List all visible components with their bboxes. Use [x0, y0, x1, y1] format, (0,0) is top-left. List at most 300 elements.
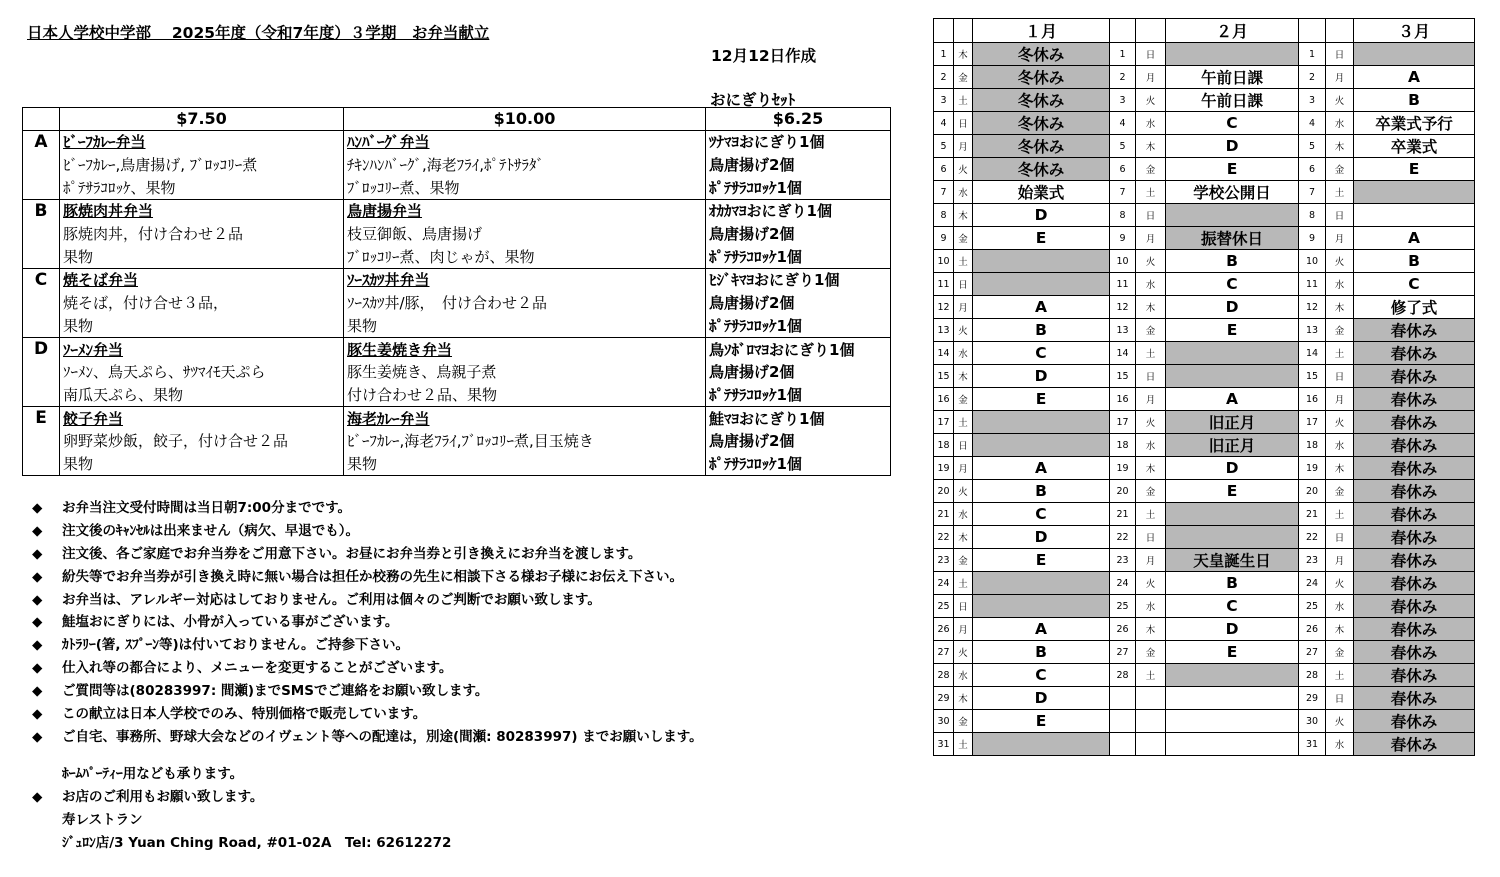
menu-item-name: 鮭ﾏﾖおにぎり1個	[706, 407, 891, 430]
day-number: 11	[1299, 273, 1326, 296]
note-text: ご自宅、事務所、野球大会などのイヴェント等への配達は，別途(間瀬: 80283997) までお願いします。	[62, 728, 703, 745]
day-number: 20	[934, 480, 954, 503]
day-event: 春休み	[1354, 618, 1475, 641]
menu-item-detail: ﾎﾟﾃｻﾗｺﾛｯｹ1個	[706, 245, 891, 268]
menu-row	[23, 338, 891, 361]
day-number: 24	[1299, 572, 1326, 595]
menu-item-detail: ﾌﾞﾛｯｺﾘｰ煮、肉じゃが、果物	[344, 245, 706, 268]
weekday: 土	[1136, 503, 1166, 526]
menu-item-detail: 枝豆御飯、鳥唐揚げ	[344, 223, 706, 246]
day-event: 春休み	[1354, 710, 1475, 733]
calendar-row	[934, 273, 1475, 296]
day-event: 春休み	[1354, 503, 1475, 526]
menu-item-detail: 付け合わせ２品、果物	[344, 384, 706, 407]
weekday: 火	[1326, 89, 1354, 112]
day-event: E	[1166, 319, 1299, 342]
note-text: お弁当は、アレルギー対応はしておりません。ご利用は個々のご判断でお願い致します。	[62, 591, 601, 608]
weekday: 木	[954, 687, 973, 710]
blank-cell	[1326, 19, 1354, 43]
day-number: 4	[1299, 112, 1326, 135]
menu-letter: A	[23, 131, 60, 200]
menu-item-name: ｵｶｶﾏﾖおにぎり1個	[706, 200, 891, 223]
day-event: C	[973, 503, 1110, 526]
calendar-row	[934, 480, 1475, 503]
day-number: 21	[1110, 503, 1136, 526]
menu-item-detail: 果物	[344, 315, 706, 338]
note-item	[32, 520, 703, 543]
menu-item-detail: ﾎﾟﾃｻﾗｺﾛｯｹ1個	[706, 315, 891, 338]
weekday: 日	[954, 434, 973, 457]
day-number: 18	[934, 434, 954, 457]
menu-item-detail: 鳥唐揚げ2個	[706, 430, 891, 453]
day-event: B	[1354, 250, 1475, 273]
day-number: 21	[934, 503, 954, 526]
menu-letter: E	[23, 407, 60, 476]
menu-item-detail: 豚生姜焼き、鳥親子煮	[344, 361, 706, 384]
weekday: 金	[1136, 319, 1166, 342]
day-event: A	[973, 296, 1110, 319]
day-number: 8	[934, 204, 954, 227]
day-number: 9	[1299, 227, 1326, 250]
menu-item-name: 豚生姜焼き弁当	[344, 338, 706, 361]
day-number: 9	[934, 227, 954, 250]
home-party-note: ﾎｰﾑﾊﾟｰﾃｨｰ用なども承ります。	[62, 766, 244, 782]
day-number: 25	[934, 595, 954, 618]
weekday: 月	[1136, 388, 1166, 411]
menu-item-detail: ﾋﾞｰﾌｶﾚｰ,鳥唐揚げ, ﾌﾞﾛｯｺﾘｰ煮	[60, 154, 344, 177]
day-number: 23	[1110, 549, 1136, 572]
day-event: D	[1166, 296, 1299, 319]
weekday: 木	[954, 204, 973, 227]
day-number: 23	[934, 549, 954, 572]
store-use-note	[32, 785, 263, 805]
day-event: 学校公開日	[1166, 181, 1299, 204]
menu-row	[23, 361, 891, 384]
day-number: 19	[934, 457, 954, 480]
weekday: 水	[1326, 273, 1354, 296]
day-event: B	[973, 480, 1110, 503]
day-number: 14	[1299, 342, 1326, 365]
blank-cell	[1110, 19, 1136, 43]
calendar-row	[934, 687, 1475, 710]
store-use-text: お店のご利用もお願い致します。	[62, 789, 264, 805]
weekday: 月	[954, 296, 973, 319]
day-event: E	[1166, 641, 1299, 664]
menu-row	[23, 176, 891, 199]
note-text: 注文後のｷｬﾝｾﾙは出来ません（病欠、早退でも）。	[62, 522, 359, 539]
day-event: D	[1166, 618, 1299, 641]
day-event	[1166, 204, 1299, 227]
day-number: 10	[1110, 250, 1136, 273]
day-event	[973, 434, 1110, 457]
note-text: 紛失等でお弁当券が引き換え時に無い場合は担任か校務の先生に相談下さる様お子様にお伝え下さい。	[62, 568, 683, 585]
day-event: E	[973, 549, 1110, 572]
calendar-row	[934, 112, 1475, 135]
day-event: E	[1354, 158, 1475, 181]
day-event: E	[973, 227, 1110, 250]
day-event: 春休み	[1354, 319, 1475, 342]
weekday: 木	[1136, 135, 1166, 158]
menu-item-name: 豚焼肉丼弁当	[60, 200, 344, 223]
day-number: 16	[1299, 388, 1326, 411]
day-event: D	[1166, 135, 1299, 158]
day-number: 1	[1110, 43, 1136, 66]
calendar-row	[934, 296, 1475, 319]
day-event: B	[1166, 250, 1299, 273]
day-event: A	[1354, 227, 1475, 250]
day-number: 6	[1110, 158, 1136, 181]
menu-item-name: 餃子弁当	[60, 407, 344, 430]
day-number: 15	[934, 365, 954, 388]
calendar-row	[934, 411, 1475, 434]
weekday: 火	[1136, 250, 1166, 273]
note-item	[32, 634, 703, 657]
day-event: 冬休み	[973, 66, 1110, 89]
weekday: 水	[1136, 273, 1166, 296]
day-number: 25	[1110, 595, 1136, 618]
weekday: 火	[954, 641, 973, 664]
note-item	[32, 611, 703, 634]
day-number: 2	[934, 66, 954, 89]
menu-item-detail: 豚焼肉丼，付け合わせ２品	[60, 223, 344, 246]
bullet-icon: ◆	[32, 683, 43, 700]
weekday: 金	[1326, 641, 1354, 664]
weekday	[1136, 687, 1166, 710]
day-number: 14	[934, 342, 954, 365]
weekday: 木	[1326, 618, 1354, 641]
menu-row	[23, 292, 891, 315]
weekday: 火	[954, 480, 973, 503]
day-event: C	[1166, 273, 1299, 296]
weekday: 土	[1136, 342, 1166, 365]
menu-letter: C	[23, 269, 60, 338]
weekday: 水	[1136, 112, 1166, 135]
day-event	[1354, 181, 1475, 204]
weekday: 水	[1136, 595, 1166, 618]
day-number: 7	[934, 181, 954, 204]
day-number: 29	[1299, 687, 1326, 710]
bullet-icon: ◆	[32, 637, 43, 654]
bullet-icon: ◆	[32, 614, 43, 631]
weekday: 水	[1326, 595, 1354, 618]
note-text: ご質問等は(80283997: 間瀬)までSMSでご連絡をお願い致します。	[62, 683, 489, 700]
calendar-row	[934, 342, 1475, 365]
price-header-row	[23, 108, 891, 131]
day-number: 18	[1110, 434, 1136, 457]
weekday: 月	[1136, 549, 1166, 572]
day-event: 冬休み	[973, 135, 1110, 158]
menu-item-detail: 南瓜天ぷら、果物	[60, 384, 344, 407]
weekday: 土	[954, 411, 973, 434]
day-event: 春休み	[1354, 641, 1475, 664]
note-text: 注文後、各ご家庭でお弁当券をご用意下さい。お昼にお弁当券と引き換えにお弁当を渡します。	[62, 545, 642, 562]
day-number: 2	[1110, 66, 1136, 89]
day-number: 27	[1299, 641, 1326, 664]
day-event: 冬休み	[973, 43, 1110, 66]
day-event: 春休み	[1354, 365, 1475, 388]
day-number	[1110, 733, 1136, 756]
day-event: E	[973, 710, 1110, 733]
day-event: 春休み	[1354, 434, 1475, 457]
menu-row	[23, 384, 891, 407]
day-event: E	[1166, 480, 1299, 503]
day-event: 春休み	[1354, 572, 1475, 595]
weekday: 金	[1136, 641, 1166, 664]
weekday: 木	[1136, 618, 1166, 641]
menu-item-detail: ﾎﾟﾃｻﾗｺﾛｯｹ、果物	[60, 176, 344, 199]
calendar-row	[934, 664, 1475, 687]
menu-item-name: ﾊﾝﾊﾞｰｸﾞ弁当	[344, 131, 706, 154]
menu-item-detail: ﾎﾟﾃｻﾗｺﾛｯｹ1個	[706, 176, 891, 199]
weekday: 土	[954, 89, 973, 112]
day-number: 4	[934, 112, 954, 135]
menu-item-detail: ﾁｷﾝﾊﾝﾊﾞｰｸﾞ,海老ﾌﾗｲ,ﾎﾟﾃﾄｻﾗﾀﾞ	[344, 154, 706, 177]
day-event: C	[973, 664, 1110, 687]
day-number: 12	[1299, 296, 1326, 319]
weekday: 金	[954, 549, 973, 572]
calendar-row	[934, 503, 1475, 526]
day-event: 春休み	[1354, 480, 1475, 503]
day-event	[973, 250, 1110, 273]
weekday: 日	[1326, 204, 1354, 227]
weekday: 火	[954, 158, 973, 181]
note-text: 仕入れ等の都合により、メニューを変更することがございます。	[62, 660, 453, 677]
day-event: 春休み	[1354, 595, 1475, 618]
day-number: 23	[1299, 549, 1326, 572]
day-number: 16	[1110, 388, 1136, 411]
day-number: 20	[1299, 480, 1326, 503]
note-item	[32, 657, 703, 680]
menu-row	[23, 223, 891, 246]
day-number: 19	[1110, 457, 1136, 480]
menu-item-detail: 果物	[60, 453, 344, 476]
page-title: 日本人学校中学部 2025年度（令和7年度）３学期 お弁当献立	[27, 24, 490, 42]
day-number: 3	[1299, 89, 1326, 112]
note-text: ｶﾄﾗﾘｰ(箸, ｽﾌﾟｰﾝ等)は付いておりません。ご持参下さい。	[62, 637, 409, 654]
restaurant-name: 寿レストラン	[62, 812, 143, 828]
note-item	[32, 589, 703, 612]
calendar-row	[934, 66, 1475, 89]
weekday: 木	[1326, 457, 1354, 480]
menu-letter: D	[23, 338, 60, 407]
day-event: 冬休み	[973, 158, 1110, 181]
weekday: 水	[954, 503, 973, 526]
calendar-row	[934, 618, 1475, 641]
weekday: 日	[1326, 526, 1354, 549]
bullet-icon: ◆	[32, 660, 43, 677]
menu-row	[23, 200, 891, 223]
note-item	[32, 680, 703, 703]
day-number: 20	[1110, 480, 1136, 503]
day-event	[973, 572, 1110, 595]
price-header: $6.25	[706, 108, 891, 131]
day-event	[1166, 687, 1299, 710]
day-event	[1354, 43, 1475, 66]
menu-item-detail: 卵野菜炒飯，餃子，付け合せ２品	[60, 430, 344, 453]
weekday: 木	[954, 43, 973, 66]
calendar-row	[934, 227, 1475, 250]
day-number	[1110, 710, 1136, 733]
calendar-row	[934, 250, 1475, 273]
day-event: E	[973, 388, 1110, 411]
weekday: 水	[1136, 434, 1166, 457]
day-number: 21	[1299, 503, 1326, 526]
day-event: 春休み	[1354, 388, 1475, 411]
weekday: 土	[1326, 342, 1354, 365]
day-event: 冬休み	[973, 112, 1110, 135]
day-event	[973, 273, 1110, 296]
day-number: 3	[934, 89, 954, 112]
weekday: 火	[1136, 572, 1166, 595]
day-number: 12	[934, 296, 954, 319]
weekday: 日	[1326, 43, 1354, 66]
weekday: 火	[1136, 89, 1166, 112]
weekday: 月	[954, 618, 973, 641]
note-text: 鮭塩おにぎりには、小骨が入っている事がございます。	[62, 614, 399, 631]
weekday: 土	[1326, 181, 1354, 204]
weekday: 金	[954, 388, 973, 411]
day-event: C	[1354, 273, 1475, 296]
calendar-row	[934, 204, 1475, 227]
day-event	[1166, 733, 1299, 756]
calendar-row	[934, 89, 1475, 112]
day-event	[1354, 204, 1475, 227]
weekday: 金	[954, 227, 973, 250]
day-event: B	[1166, 572, 1299, 595]
day-number: 16	[934, 388, 954, 411]
weekday: 金	[954, 66, 973, 89]
weekday: 金	[1326, 319, 1354, 342]
day-event: 春休み	[1354, 549, 1475, 572]
weekday: 月	[954, 135, 973, 158]
day-number: 15	[1299, 365, 1326, 388]
note-text: この献立は日本人学校でのみ、特別価格で販売しています。	[62, 706, 427, 723]
menu-letter: B	[23, 200, 60, 269]
day-number: 28	[1110, 664, 1136, 687]
blank-cell	[1299, 19, 1326, 43]
menu-item-name: 海老ｶﾚｰ弁当	[344, 407, 706, 430]
weekday: 日	[954, 112, 973, 135]
weekday: 金	[1326, 480, 1354, 503]
weekday: 金	[1326, 158, 1354, 181]
weekday: 木	[1326, 135, 1354, 158]
day-event: 振替休日	[1166, 227, 1299, 250]
day-number: 28	[1299, 664, 1326, 687]
weekday: 火	[954, 319, 973, 342]
menu-item-name: ﾋﾞｰﾌｶﾚｰ弁当	[60, 131, 344, 154]
menu-row	[23, 154, 891, 177]
bullet-icon: ◆	[32, 568, 43, 585]
day-event	[1166, 43, 1299, 66]
day-number: 14	[1110, 342, 1136, 365]
day-event: 修了式	[1354, 296, 1475, 319]
note-item	[32, 566, 703, 589]
weekday: 土	[954, 733, 973, 756]
calendar-row	[934, 572, 1475, 595]
day-number: 17	[1299, 411, 1326, 434]
day-event: D	[973, 365, 1110, 388]
weekday: 土	[954, 250, 973, 273]
blank-cell	[1136, 19, 1166, 43]
menu-item-name: 焼そば弁当	[60, 269, 344, 292]
day-event: A	[973, 618, 1110, 641]
weekday: 火	[1326, 710, 1354, 733]
day-event: 春休み	[1354, 411, 1475, 434]
day-number: 2	[1299, 66, 1326, 89]
bullet-icon: ◆	[32, 522, 43, 539]
bullet-icon: ◆	[32, 500, 43, 516]
weekday: 日	[1136, 526, 1166, 549]
menu-item-detail: ﾎﾟﾃｻﾗｺﾛｯｹ1個	[706, 384, 891, 407]
weekday: 月	[954, 457, 973, 480]
menu-item-detail: 鳥唐揚げ2個	[706, 223, 891, 246]
weekday: 月	[1326, 549, 1354, 572]
menu-row	[23, 407, 891, 430]
calendar-row	[934, 319, 1475, 342]
day-number: 5	[934, 135, 954, 158]
weekday: 日	[1136, 365, 1166, 388]
day-number: 22	[934, 526, 954, 549]
weekday: 木	[1136, 296, 1166, 319]
day-event: D	[973, 204, 1110, 227]
day-event: D	[1166, 457, 1299, 480]
day-number: 11	[1110, 273, 1136, 296]
bullet-icon: ◆	[32, 728, 43, 745]
day-number: 28	[934, 664, 954, 687]
menu-item-detail: 鳥唐揚げ2個	[706, 154, 891, 177]
menu-item-name: ｿｰｽｶﾂ丼弁当	[344, 269, 706, 292]
bullet-icon: ◆	[32, 706, 43, 723]
day-event: A	[1166, 388, 1299, 411]
day-number: 13	[1299, 319, 1326, 342]
day-number: 19	[1299, 457, 1326, 480]
day-number: 25	[1299, 595, 1326, 618]
day-number	[1110, 687, 1136, 710]
price-header: $10.00	[344, 108, 706, 131]
day-number: 6	[934, 158, 954, 181]
day-number: 27	[1110, 641, 1136, 664]
weekday: 日	[1136, 43, 1166, 66]
calendar-row	[934, 388, 1475, 411]
weekday: 月	[1136, 227, 1166, 250]
weekday: 木	[1326, 296, 1354, 319]
day-event: E	[1166, 158, 1299, 181]
day-number: 15	[1110, 365, 1136, 388]
calendar-row	[934, 434, 1475, 457]
weekday: 日	[1326, 365, 1354, 388]
month-header: ２月	[1166, 19, 1299, 43]
menu-item-detail: 果物	[344, 453, 706, 476]
day-event: 天皇誕生日	[1166, 549, 1299, 572]
menu-item-detail: 鳥唐揚げ2個	[706, 292, 891, 315]
price-header-blank	[23, 108, 60, 131]
day-number: 26	[1110, 618, 1136, 641]
menu-item-detail: 果物	[60, 245, 344, 268]
menu-row	[23, 453, 891, 476]
day-number: 5	[1110, 135, 1136, 158]
menu-item-detail: ﾋﾞｰﾌｶﾚｰ,海老ﾌﾗｲ,ﾌﾞﾛｯｺﾘｰ煮,目玉焼き	[344, 430, 706, 453]
month-header-row	[934, 19, 1475, 43]
day-event: B	[1354, 89, 1475, 112]
calendar-row	[934, 365, 1475, 388]
weekday: 日	[1326, 687, 1354, 710]
weekday: 日	[954, 595, 973, 618]
note-item	[32, 543, 703, 566]
day-number: 3	[1110, 89, 1136, 112]
day-event: 春休み	[1354, 664, 1475, 687]
day-event: 春休み	[1354, 457, 1475, 480]
bullet-icon: ◆	[32, 591, 43, 608]
